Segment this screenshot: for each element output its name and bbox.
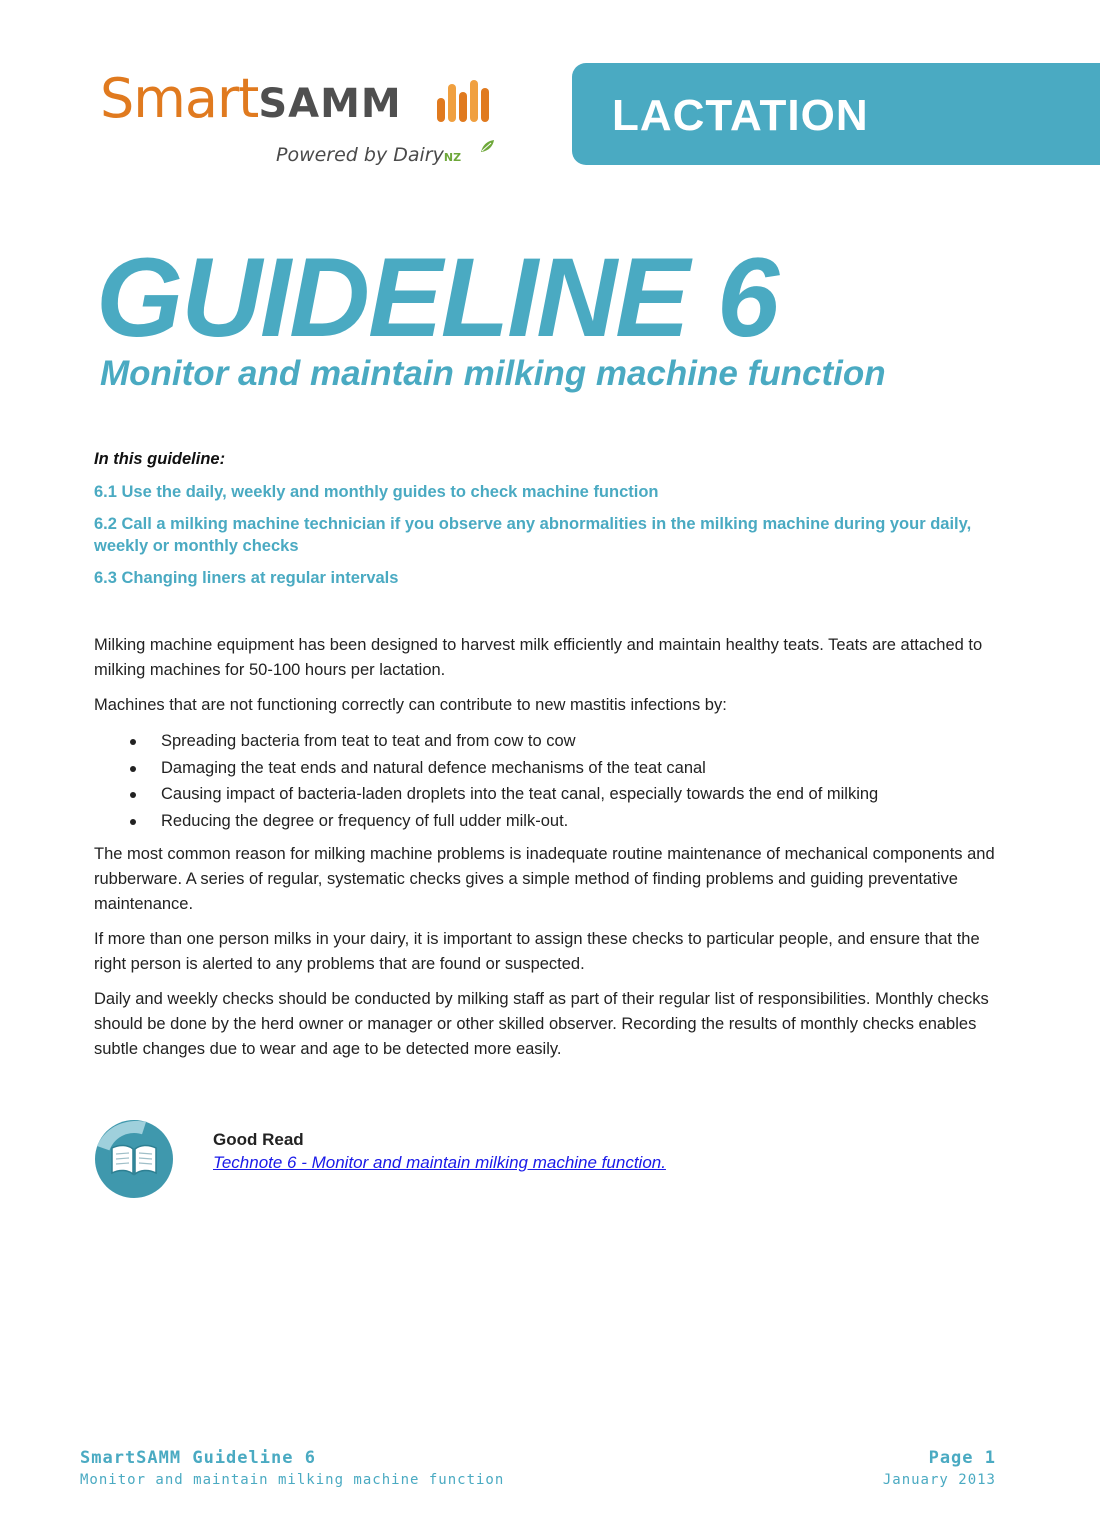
logo-bar (470, 80, 478, 122)
bullet-item (94, 755, 1014, 782)
footer-subtitle: Monitor and maintain milking machine function (80, 1472, 505, 1488)
body-text (94, 633, 1014, 1072)
bullet-dot (130, 819, 136, 825)
logo-bar (448, 84, 456, 122)
bullet-dot (130, 792, 136, 798)
smartsamm-logo (100, 67, 520, 182)
bullet-text: Spreading bacteria from teat to teat and from cow to cow (161, 732, 576, 750)
good-read (94, 1118, 894, 1208)
logo-wordmark (100, 67, 402, 130)
section-tab (572, 63, 1100, 165)
contents-item: 6.2 Call a milking machine technician if you observe any abnormalities in the milking machine during your daily, weekly or monthly checks (94, 515, 972, 555)
guideline-contents (94, 450, 1014, 599)
footer-right (883, 1446, 996, 1490)
footer-title: SmartSAMM Guideline 6 (80, 1448, 316, 1468)
bullet-dot (130, 739, 136, 745)
bullet-item (94, 808, 1014, 835)
technote-link[interactable]: Technote 6 - Monitor and maintain milking machine function. (213, 1153, 666, 1172)
bullet-list (94, 728, 1014, 834)
logo-bars-icon (435, 78, 495, 126)
good-read-label: Good Read (213, 1130, 304, 1149)
guideline-title: GUIDELINE 6 (96, 235, 778, 360)
guideline-subtitle: Monitor and maintain milking machine function (100, 354, 886, 393)
bullet-text: Damaging the teat ends and natural defence mechanisms of the teat canal (161, 758, 706, 777)
book-icon (94, 1118, 176, 1200)
section-tab-label: LACTATION (612, 91, 869, 140)
bullet-text: Reducing the degree or frequency of full udder milk-out. (161, 811, 569, 830)
powered-by-text: Powered by Dairy (276, 144, 444, 166)
contents-list (94, 481, 1014, 589)
bullet-item (94, 781, 1014, 808)
footer-date: January 2013 (882, 1472, 996, 1488)
body-paragraph: Daily and weekly checks should be conducted by milking staff as part of their regular list of responsibilities. Monthly checks should be done by the herd owner or manager or other skilled observer. Recording the results of monthly checks enables subtle changes due to wear and age to be detected more easily. (94, 990, 989, 1058)
body-paragraph: Milking machine equipment has been designed to harvest milk efficiently and maintain healthy teats. Teats are attached to milking machines for 50-100 hours per lactation. (94, 636, 983, 679)
footer-page-number: Page 1 (928, 1448, 996, 1468)
logo-bar (459, 92, 467, 122)
logo-bar (481, 88, 489, 122)
contents-item: 6.1 Use the daily, weekly and monthly guides to check machine function (94, 483, 659, 501)
footer-left (80, 1446, 504, 1490)
body-paragraph: The most common reason for milking machine problems is inadequate routine maintenance of mechanical components and rubberware. A series of regular, systematic checks gives a simple method of finding problems and guiding preventative maintenance. (94, 845, 995, 913)
contents-item: 6.3 Changing liners at regular intervals (94, 569, 399, 587)
contents-heading: In this guideline: (94, 450, 226, 468)
bullet-text: Causing impact of bacteria-laden droplets into the teat canal, especially towards the end of milking (161, 785, 879, 803)
body-paragraph: If more than one person milks in your dairy, it is important to assign these checks to particular people, and ensure that the right person is alerted to any problems that are found or suspected. (94, 930, 980, 973)
bullet-item (94, 728, 1014, 755)
body-paragraph: Machines that are not functioning correctly can contribute to new mastitis infections by: (94, 696, 727, 714)
logo-samm-text: SAMM (258, 81, 402, 127)
powered-by-nz: NZ (443, 151, 462, 164)
logo-smart-text: Smart (100, 67, 259, 130)
bullet-dot (130, 766, 136, 772)
logo-bar (437, 98, 445, 122)
dairynz-leaf-icon (479, 138, 495, 154)
logo-powered-by (276, 144, 461, 166)
